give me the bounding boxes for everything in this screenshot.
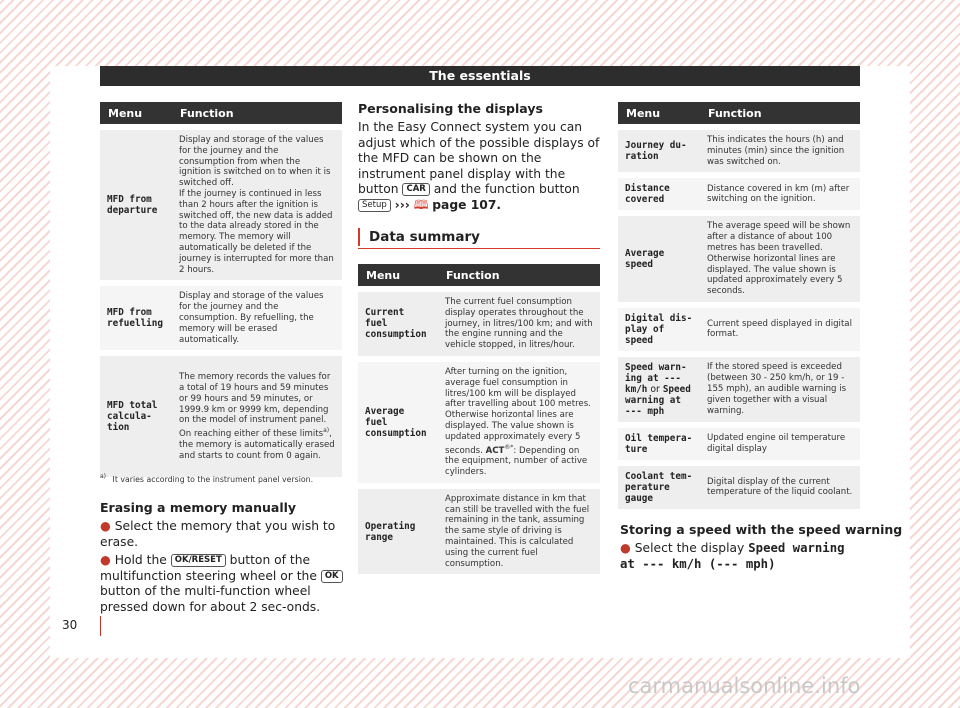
menu-cell: Average speed bbox=[618, 213, 700, 305]
table-row bbox=[618, 425, 860, 463]
bullet-icon: ● bbox=[620, 541, 631, 555]
table3-header-function: Function bbox=[700, 102, 860, 127]
function-cell: Display and storage of the values for the journey and the consumption. By refuelling, the memory will be erased automatically. bbox=[172, 283, 342, 353]
function-cell: Distance covered in km (m) after switching on the ignition. bbox=[700, 175, 860, 213]
function-cell: If the stored speed is exceeded (between 30 - 250 km/h, or 19 - 155 mph), an audible warning is given together with a visual warning. bbox=[700, 354, 860, 425]
personalising-text bbox=[358, 120, 604, 213]
book-icon: 🕮 bbox=[413, 197, 429, 212]
act-sup: ®* bbox=[504, 443, 514, 451]
list-item bbox=[100, 553, 348, 615]
menu-cell bbox=[618, 354, 700, 425]
bullet-icon: ● bbox=[100, 553, 111, 567]
function-cell: The average speed will be shown after a distance of about 100 metres has been travelled. Otherwise horizontal lines are displayed. The value shown is updated approximately every 5 seconds. bbox=[700, 213, 860, 305]
personalising-title: Personalising the displays bbox=[358, 101, 543, 116]
bullet-text: button of the multi-function wheel pressed down for about 2 sec-onds. bbox=[100, 584, 321, 614]
heading-accent bbox=[358, 228, 360, 246]
header-title: The essentials bbox=[429, 68, 531, 83]
table2-header-function: Function bbox=[438, 264, 600, 289]
menu-cell: Coolant tem- perature gauge bbox=[618, 463, 700, 509]
table-row bbox=[618, 213, 860, 305]
act-label: ACT bbox=[485, 445, 505, 456]
table-row bbox=[618, 127, 860, 175]
function-text: The memory records the values for a total of 19 hours and 59 minutes or 99 hours and 59 minutes, or 1999.9 km or 9999 km, depending on the model of instrument panel. On reaching either of these limits bbox=[179, 372, 331, 440]
menu-cell: Distance covered bbox=[618, 175, 700, 213]
memory-table bbox=[100, 102, 342, 477]
page-header bbox=[100, 66, 860, 86]
table1-header-function: Function bbox=[172, 102, 342, 127]
erasing-steps bbox=[100, 519, 348, 615]
menu-cell: MFD total calcula- tion bbox=[100, 353, 172, 477]
function-cell: Display and storage of the values for the journey and the consumption from when the ignition is switched on to when it is switched off. If the journey is continued in less than 2 hours after the ignition is switched off, the new data is added to the data already stored in the memory. The memory will automatically be deleted if the journey is interrupted for more than 2 hours. bbox=[172, 127, 342, 283]
table-row bbox=[618, 305, 860, 354]
menu-cell: Digital dis- play of speed bbox=[618, 305, 700, 354]
function-cell: The current fuel consumption display operates throughout the journey, in litres/100 km; and with the engine running and the vehicle stopped, in litres/hour. bbox=[438, 289, 600, 359]
table-row bbox=[100, 353, 342, 477]
bullet-text: button of the multifunction steering wheel or the bbox=[100, 553, 317, 583]
table-row bbox=[618, 354, 860, 425]
function-cell: This indicates the hours (h) and minutes (min) since the ignition was switched on. bbox=[700, 127, 860, 175]
bullet-icon: ● bbox=[100, 519, 111, 533]
menu-cell: Current fuel consumption bbox=[358, 289, 438, 359]
table-row bbox=[358, 486, 600, 575]
cross-ref-arrows: ››› bbox=[394, 197, 410, 212]
menu-or: or bbox=[647, 383, 663, 395]
table-row bbox=[618, 463, 860, 509]
page-reference[interactable]: page 107. bbox=[432, 197, 502, 212]
function-cell: Digital display of the current temperature of the liquid coolant. bbox=[700, 463, 860, 509]
bullet-text: Select the display bbox=[634, 541, 745, 555]
menu-cell: Journey du- ration bbox=[618, 127, 700, 175]
paragraph-text: In the Easy Connect system you can adjust which of the possible displays of the MFD can be shown on the instrument panel display with the button bbox=[358, 120, 600, 196]
table-row bbox=[618, 175, 860, 213]
table-row bbox=[358, 359, 600, 486]
bullet-text: Hold the bbox=[114, 553, 167, 567]
menu-label-kmh: Speed warn- ing at --- km/h bbox=[625, 361, 687, 395]
erasing-title: Erasing a memory manually bbox=[100, 500, 297, 515]
function-text: After turning on the ignition, average fuel consumption in litres/100 km will be displayed after travelling about 100 metres. Otherwise horizontal lines are displayed. The value shown is updated approximately every 5 seconds. bbox=[445, 366, 591, 456]
ok-key-icon: OK bbox=[321, 570, 343, 583]
setup-key-icon: Setup bbox=[358, 199, 391, 212]
watermark: carmanualsonline.info bbox=[628, 674, 861, 698]
table1-header-menu: Menu bbox=[100, 102, 172, 127]
journey-data-table bbox=[618, 102, 860, 509]
footnote bbox=[100, 473, 342, 484]
table-row bbox=[100, 127, 342, 283]
function-text: , the memory is automatically erased and starts to count from 0 again. bbox=[179, 429, 335, 461]
menu-cell: Oil tempera- ture bbox=[618, 425, 700, 463]
paragraph-text: and the function button bbox=[433, 182, 580, 196]
car-key-icon: CAR bbox=[402, 183, 429, 196]
table-row bbox=[358, 289, 600, 359]
list-item bbox=[100, 519, 348, 550]
table-row bbox=[100, 283, 342, 353]
function-text: : Depending on the equipment, number of active cylinders. bbox=[445, 445, 588, 478]
footnote-mark: a) bbox=[100, 473, 107, 480]
data-summary-title: Data summary bbox=[369, 229, 480, 245]
data-summary-table bbox=[358, 264, 600, 574]
function-cell: Current speed displayed in digital format. bbox=[700, 305, 860, 354]
menu-cell: Average fuel consumption bbox=[358, 359, 438, 486]
table3-header-menu: Menu bbox=[618, 102, 700, 127]
menu-cell: MFD from refuelling bbox=[100, 283, 172, 353]
footnote-text: It varies according to the instrument panel version. bbox=[112, 474, 314, 484]
table2-header-menu: Menu bbox=[358, 264, 438, 289]
menu-cell: Operating range bbox=[358, 486, 438, 575]
page-number: 30 bbox=[62, 618, 78, 632]
page-number-divider bbox=[100, 616, 101, 636]
storing-title: Storing a speed with the speed warning bbox=[620, 522, 903, 537]
ok-reset-key-icon: OK/RESET bbox=[171, 554, 226, 567]
display-name: Speed warning at --- km/h (--- mph) bbox=[620, 541, 845, 571]
footnote-ref: a) bbox=[323, 427, 330, 435]
function-cell: Approximate distance in km that can still be travelled with the fuel remaining in the tank, assuming the same style of driving is maintained. This is calculated using the current fuel consumption. bbox=[438, 486, 600, 575]
menu-label-mph: Speed warning at --- mph bbox=[625, 383, 691, 417]
function-cell bbox=[172, 353, 342, 477]
function-cell bbox=[438, 359, 600, 486]
function-cell: Updated engine oil temperature digital display bbox=[700, 425, 860, 463]
bullet-text: Select the memory that you wish to erase. bbox=[100, 519, 336, 549]
data-summary-heading bbox=[358, 226, 600, 249]
menu-cell: MFD from departure bbox=[100, 127, 172, 283]
storing-steps bbox=[620, 541, 860, 572]
